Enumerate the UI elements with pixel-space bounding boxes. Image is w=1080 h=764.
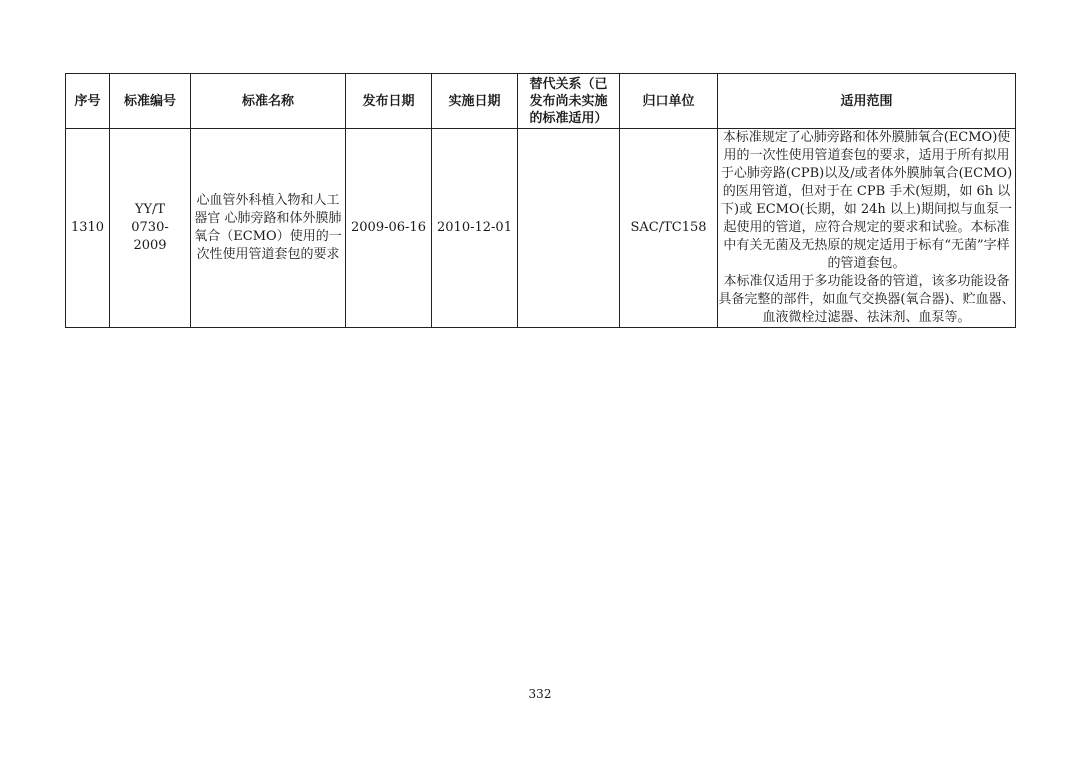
cell-replacement xyxy=(518,129,620,328)
cell-index: 1310 xyxy=(66,129,110,328)
cell-code: YY/T 0730-2009 xyxy=(110,129,191,328)
scope-paragraph: 本标准规定了心肺旁路和体外膜肺氧合(ECMO)使用的一次性使用管道套包的要求，适用于所有拟用于心肺旁路(CPB)以及/或者体外膜肺氧合(ECMO)的医用管道，但对于在 CPB 手术(短期，如 6h 以下)或 ECMO(长期，如 24h 以上)期间拟与血泵一起使用的管道，应符合规定的要求和试验。本标准中有关无菌及无热原的规定适用于标有“无菌”字样的管道套包。 xyxy=(720,130,1013,271)
header-implement-date: 实施日期 xyxy=(432,74,518,129)
cell-publish-date: 2009-06-16 xyxy=(346,129,432,328)
header-authority: 归口单位 xyxy=(620,74,718,129)
header-replacement: 替代关系（已发布尚未实施的标准适用） xyxy=(518,74,620,129)
header-scope: 适用范围 xyxy=(718,74,1016,129)
header-index: 序号 xyxy=(66,74,110,129)
cell-scope xyxy=(718,129,1016,328)
header-row xyxy=(66,74,1016,129)
cell-implement-date: 2010-12-01 xyxy=(432,129,518,328)
cell-authority: SAC/TC158 xyxy=(620,129,718,328)
table-row xyxy=(66,129,1016,328)
cell-name: 心血管外科植入物和人工器官 心肺旁路和体外膜肺氧合（ECMO）使用的一次性使用管道套包的要求 xyxy=(191,129,346,328)
header-code: 标准编号 xyxy=(110,74,191,129)
header-name: 标准名称 xyxy=(191,74,346,129)
scope-paragraph: 本标准仅适用于多功能设备的管道，该多功能设备具备完整的部件，如血气交换器(氧合器)、贮血器、血液微栓过滤器、祛沫剂、血泵等。 xyxy=(718,274,1015,325)
standards-table xyxy=(65,73,1016,328)
page-number: 332 xyxy=(528,687,552,701)
header-publish-date: 发布日期 xyxy=(346,74,432,129)
